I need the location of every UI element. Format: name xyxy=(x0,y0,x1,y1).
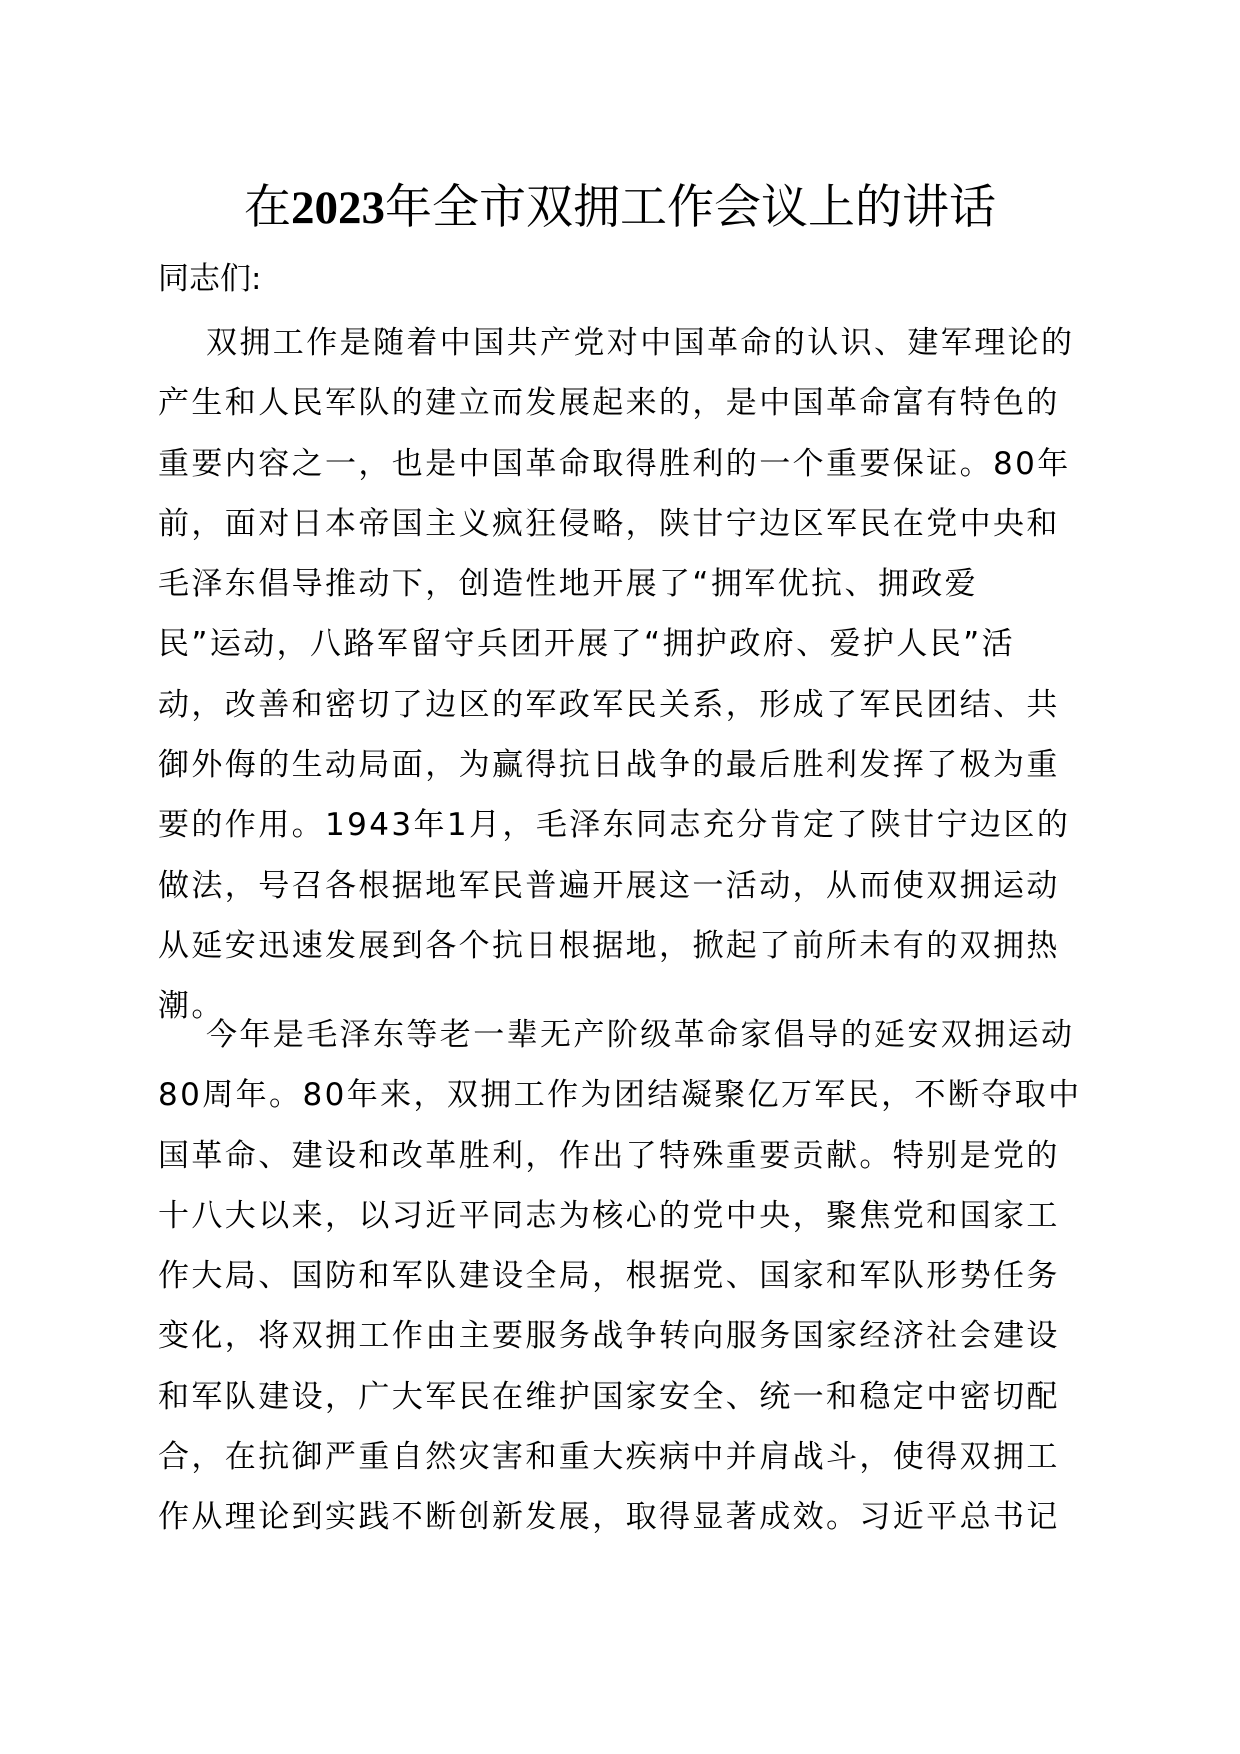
paragraph-line: 合，在抗御严重自然灾害和重大疾病中并肩战斗，使得双拥工 xyxy=(158,1439,1060,1476)
paragraph-line: 作大局、国防和军队建设全局，根据党、国家和军队形势任务 xyxy=(158,1258,1060,1295)
paragraph-line: 动，改善和密切了边区的军政军民关系，形成了军民团结、共 xyxy=(158,686,1060,723)
paragraph-line: 做法，号召各根据地军民普遍开展这一活动，从而使双拥运动 xyxy=(158,867,1060,904)
title-prefix: 在 xyxy=(244,180,291,235)
paragraph-1 xyxy=(158,313,1082,1037)
paragraph-line: 御外侮的生动局面，为赢得抗日战争的最后胜利发挥了极为重 xyxy=(158,747,1060,784)
paragraph-line: 重要内容之一，也是中国革命取得胜利的一个重要保证。80年 xyxy=(158,445,1071,482)
paragraph-line: 80周年。80年来，双拥工作为团结凝聚亿万军民，不断夺取中 xyxy=(158,1077,1082,1114)
paragraph-line: 民”运动，八路军留守兵团开展了“拥护政府、爱护人民”活 xyxy=(158,626,1015,663)
title-suffix: 年全市双拥工作会议上的讲话 xyxy=(385,180,996,235)
paragraph-line: 十八大以来，以习近平同志为核心的党中央，聚焦党和国家工 xyxy=(158,1197,1060,1234)
document-title xyxy=(160,178,1080,238)
paragraph-line: 产生和人民军队的建立而发展起来的，是中国革命富有特色的 xyxy=(158,385,1060,422)
paragraph-line: 作从理论到实践不断创新发展，取得显著成效。习近平总书记 xyxy=(158,1499,1060,1536)
paragraph-line: 变化，将双拥工作由主要服务战争转向服务国家经济社会建设 xyxy=(158,1318,1060,1355)
paragraph-2 xyxy=(158,1005,1082,1548)
paragraph-line: 前，面对日本帝国主义疯狂侵略，陕甘宁边区军民在党中央和 xyxy=(158,505,1060,542)
title-year: 2023 xyxy=(291,182,385,234)
paragraph-line: 要的作用。1943年1月，毛泽东同志充分肯定了陕甘宁边区的 xyxy=(158,807,1071,844)
paragraph-line: 毛泽东倡导推动下，创造性地开展了“拥军优抗、拥政爱 xyxy=(158,566,979,603)
paragraph-line: 从延安迅速发展到各个抗日根据地，掀起了前所未有的双拥热 xyxy=(158,927,1060,964)
salutation: 同志们: xyxy=(158,261,262,297)
paragraph-line: 潮。 xyxy=(158,988,225,1025)
paragraph-line: 国革命、建设和改革胜利，作出了特殊重要贡献。特别是党的 xyxy=(158,1137,1060,1174)
paragraph-line: 和军队建设，广大军民在维护国家安全、统一和稳定中密切配 xyxy=(158,1378,1060,1415)
paragraph-line: 今年是毛泽东等老一辈无产阶级革命家倡导的延安双拥运动 xyxy=(206,1017,1075,1053)
paragraph-line: 双拥工作是随着中国共产党对中国革命的认识、建军理论的 xyxy=(206,325,1075,361)
